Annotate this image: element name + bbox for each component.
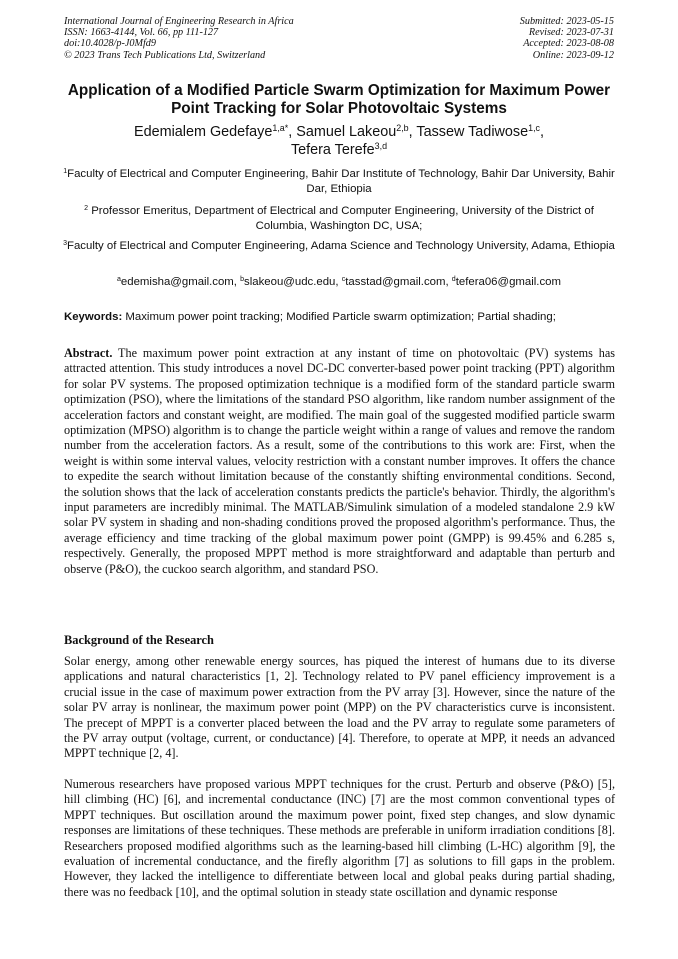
affiliation-mark: 1 (63, 168, 68, 176)
affiliation-text: Faculty of Electrical and Computer Engineering, Bahir Dar Institute of Technology, Bahir Dar University, Bahir Dar, Ethiopia (67, 168, 615, 195)
email-mark: c (341, 276, 346, 284)
affiliation-3 (62, 239, 616, 254)
affiliation-mark: 3 (63, 240, 67, 248)
author-name: Tefera Terefe (290, 142, 375, 158)
revised-date: Revised: 2023-07-31 (528, 27, 614, 39)
author-separator: , (408, 124, 417, 140)
keywords-label: Keywords: (64, 311, 123, 323)
email-mark: a (117, 276, 121, 284)
affiliation-text: Professor Emeritus, Department of Electrical and Computer Engineering, University of the District of Columbia, Washington DC, USA; (88, 205, 594, 232)
publication-dates (520, 16, 614, 61)
author-separator: , (540, 124, 544, 140)
abstract (64, 346, 615, 577)
email-address[interactable]: tasstad@gmail.com, (345, 276, 452, 288)
author-affiliation-mark: 1,c (528, 123, 540, 134)
submitted-date: Submitted: 2023-05-15 (519, 16, 614, 27)
author-affiliation-mark: 1,a* (272, 123, 289, 134)
journal-doi: doi:10.4028/p-J0Mfd9 (64, 38, 156, 50)
author-affiliation-mark: 2,b (396, 123, 409, 134)
journal-name: International Journal of Engineering Research in Africa (64, 16, 294, 27)
email-mark: d (451, 276, 456, 284)
email-address[interactable]: tefera06@gmail.com (455, 276, 561, 288)
body-paragraph: Numerous researchers have proposed various MPPT techniques for the crust. Perturb and observe (P&O) [5], hill climbing (HC) [6], and incremental conductance (INC) [7] are the most common conventional types of MPPT techniques. But oscillation around the maximum power point, fixed step changes, and slow dynamic responses are limitations of these techniques. These methods are preferable in uniform irradiation conditions [8]. Researchers proposed modified algorithms such as the learning-based hill climbing (L-HC) algorithm [9], the evaluation of incremental conductance, and the firefly algorithm [7] as solutions to fill gaps in the problem. However, they lacked the intelligence to differentiate between local and global peaks during partial shading, there was no feedback [10], and the optimal solution in steady state oscillation and dynamic response (64, 777, 615, 899)
abstract-label: Abstract. (64, 346, 113, 360)
accepted-date: Accepted: 2023-08-08 (523, 38, 614, 50)
author-name: Samuel Lakeou (296, 124, 397, 140)
author-name: Edemialem Gedefaye (133, 124, 273, 140)
author-name: Tassew Tadiwose (416, 124, 529, 140)
body-paragraph: Solar energy, among other renewable energy sources, has piqued the interest of humans due to its diverse applications and natural characteristics [1, 2]. Technology related to PV panel efficiency improvement is a crucial issue in the case of maximum power extraction from the PV array [3]. However, since the nature of the solar PV array is nonlinear, the maximum power point (MPP) on the PV characteristics curve is inconsistent. The precept of MPPT is a converter placed between the load and the PV array to regulate some parameters of the PV array output (voltage, current, or conductance) [4]. Therefore, to operate at MPP, it needs an advanced MPPT technique [2, 4]. (64, 654, 615, 761)
affiliation-1 (62, 167, 616, 197)
affiliation-mark: 2 (84, 205, 89, 213)
email-address[interactable]: slakeou@udc.edu, (244, 276, 342, 288)
affiliation-text: Faculty of Electrical and Computer Engineering, Adama Science and Technology University, Adama, Ethiopia (67, 240, 615, 252)
journal-info (64, 16, 294, 61)
paper-title: Application of a Modified Particle Swarm Optimization for Maximum Power Point Tracking for Solar Photovoltaic Systems (67, 82, 611, 117)
keywords (64, 310, 616, 325)
author-affiliation-mark: 3,d (374, 141, 388, 152)
journal-copyright: © 2023 Trans Tech Publications Ltd, Switzerland (64, 49, 266, 61)
email-address[interactable]: edemisha@gmail.com, (120, 276, 241, 288)
abstract-text: The maximum power point extraction at any instant of time on photovoltaic (PV) systems has attracted attention. This study introduces a novel DC-DC converter-based power point tracking (PPT) algorithm for solar PV systems. The proposed optimization technique is a modified form of the standard particle swarm optimization (PSO), where the limitations of the standard PSO algorithm, like random number assignment of the acceleration factors and constant weight, are modified. The main goal of the suggested modified particle swarm optimization (MPSO) algorithm is to change the particle weight within a range of values and remove the random number from the acceleration factors. As a result, some of the contributions to this work are: First, when the weight is within some interval values, velocity restriction with a constant number improves. It offers the chance to expedite the search without limitation because of the constantly shifting environmental conditions. Second, the solution shows that the lack of acceleration constants predicts the particle's behavior. Thirdly, the algorithm's input parameters are incredibly minimal. The MATLAB/Simulink simulation of a modeled standalone 2.9 kW solar PV system in shading and non-shading conditions proved the proposed algorithm's performance. Thus, the average efficiency and time tracking of the global maximum power point (GMPP) is 99.45% and 6.285 s, respectively. Generally, the proposed MPPT method is more straightforward and adaptable than perturb and observe (P&O), the cuckoo search algorithm, and standard PSO. (64, 346, 615, 576)
author-emails (64, 275, 614, 290)
email-mark: b (240, 276, 245, 284)
online-date: Online: 2023-09-12 (532, 49, 614, 61)
section-heading: Background of the Research (64, 633, 214, 647)
journal-issn: ISSN: 1663-4144, Vol. 66, pp 111-127 (64, 27, 219, 39)
author-list (64, 123, 614, 159)
affiliation-2 (62, 204, 616, 234)
keywords-text: Maximum power point tracking; Modified Particle swarm optimization; Partial shading; (122, 311, 556, 323)
author-separator: , (288, 124, 297, 140)
